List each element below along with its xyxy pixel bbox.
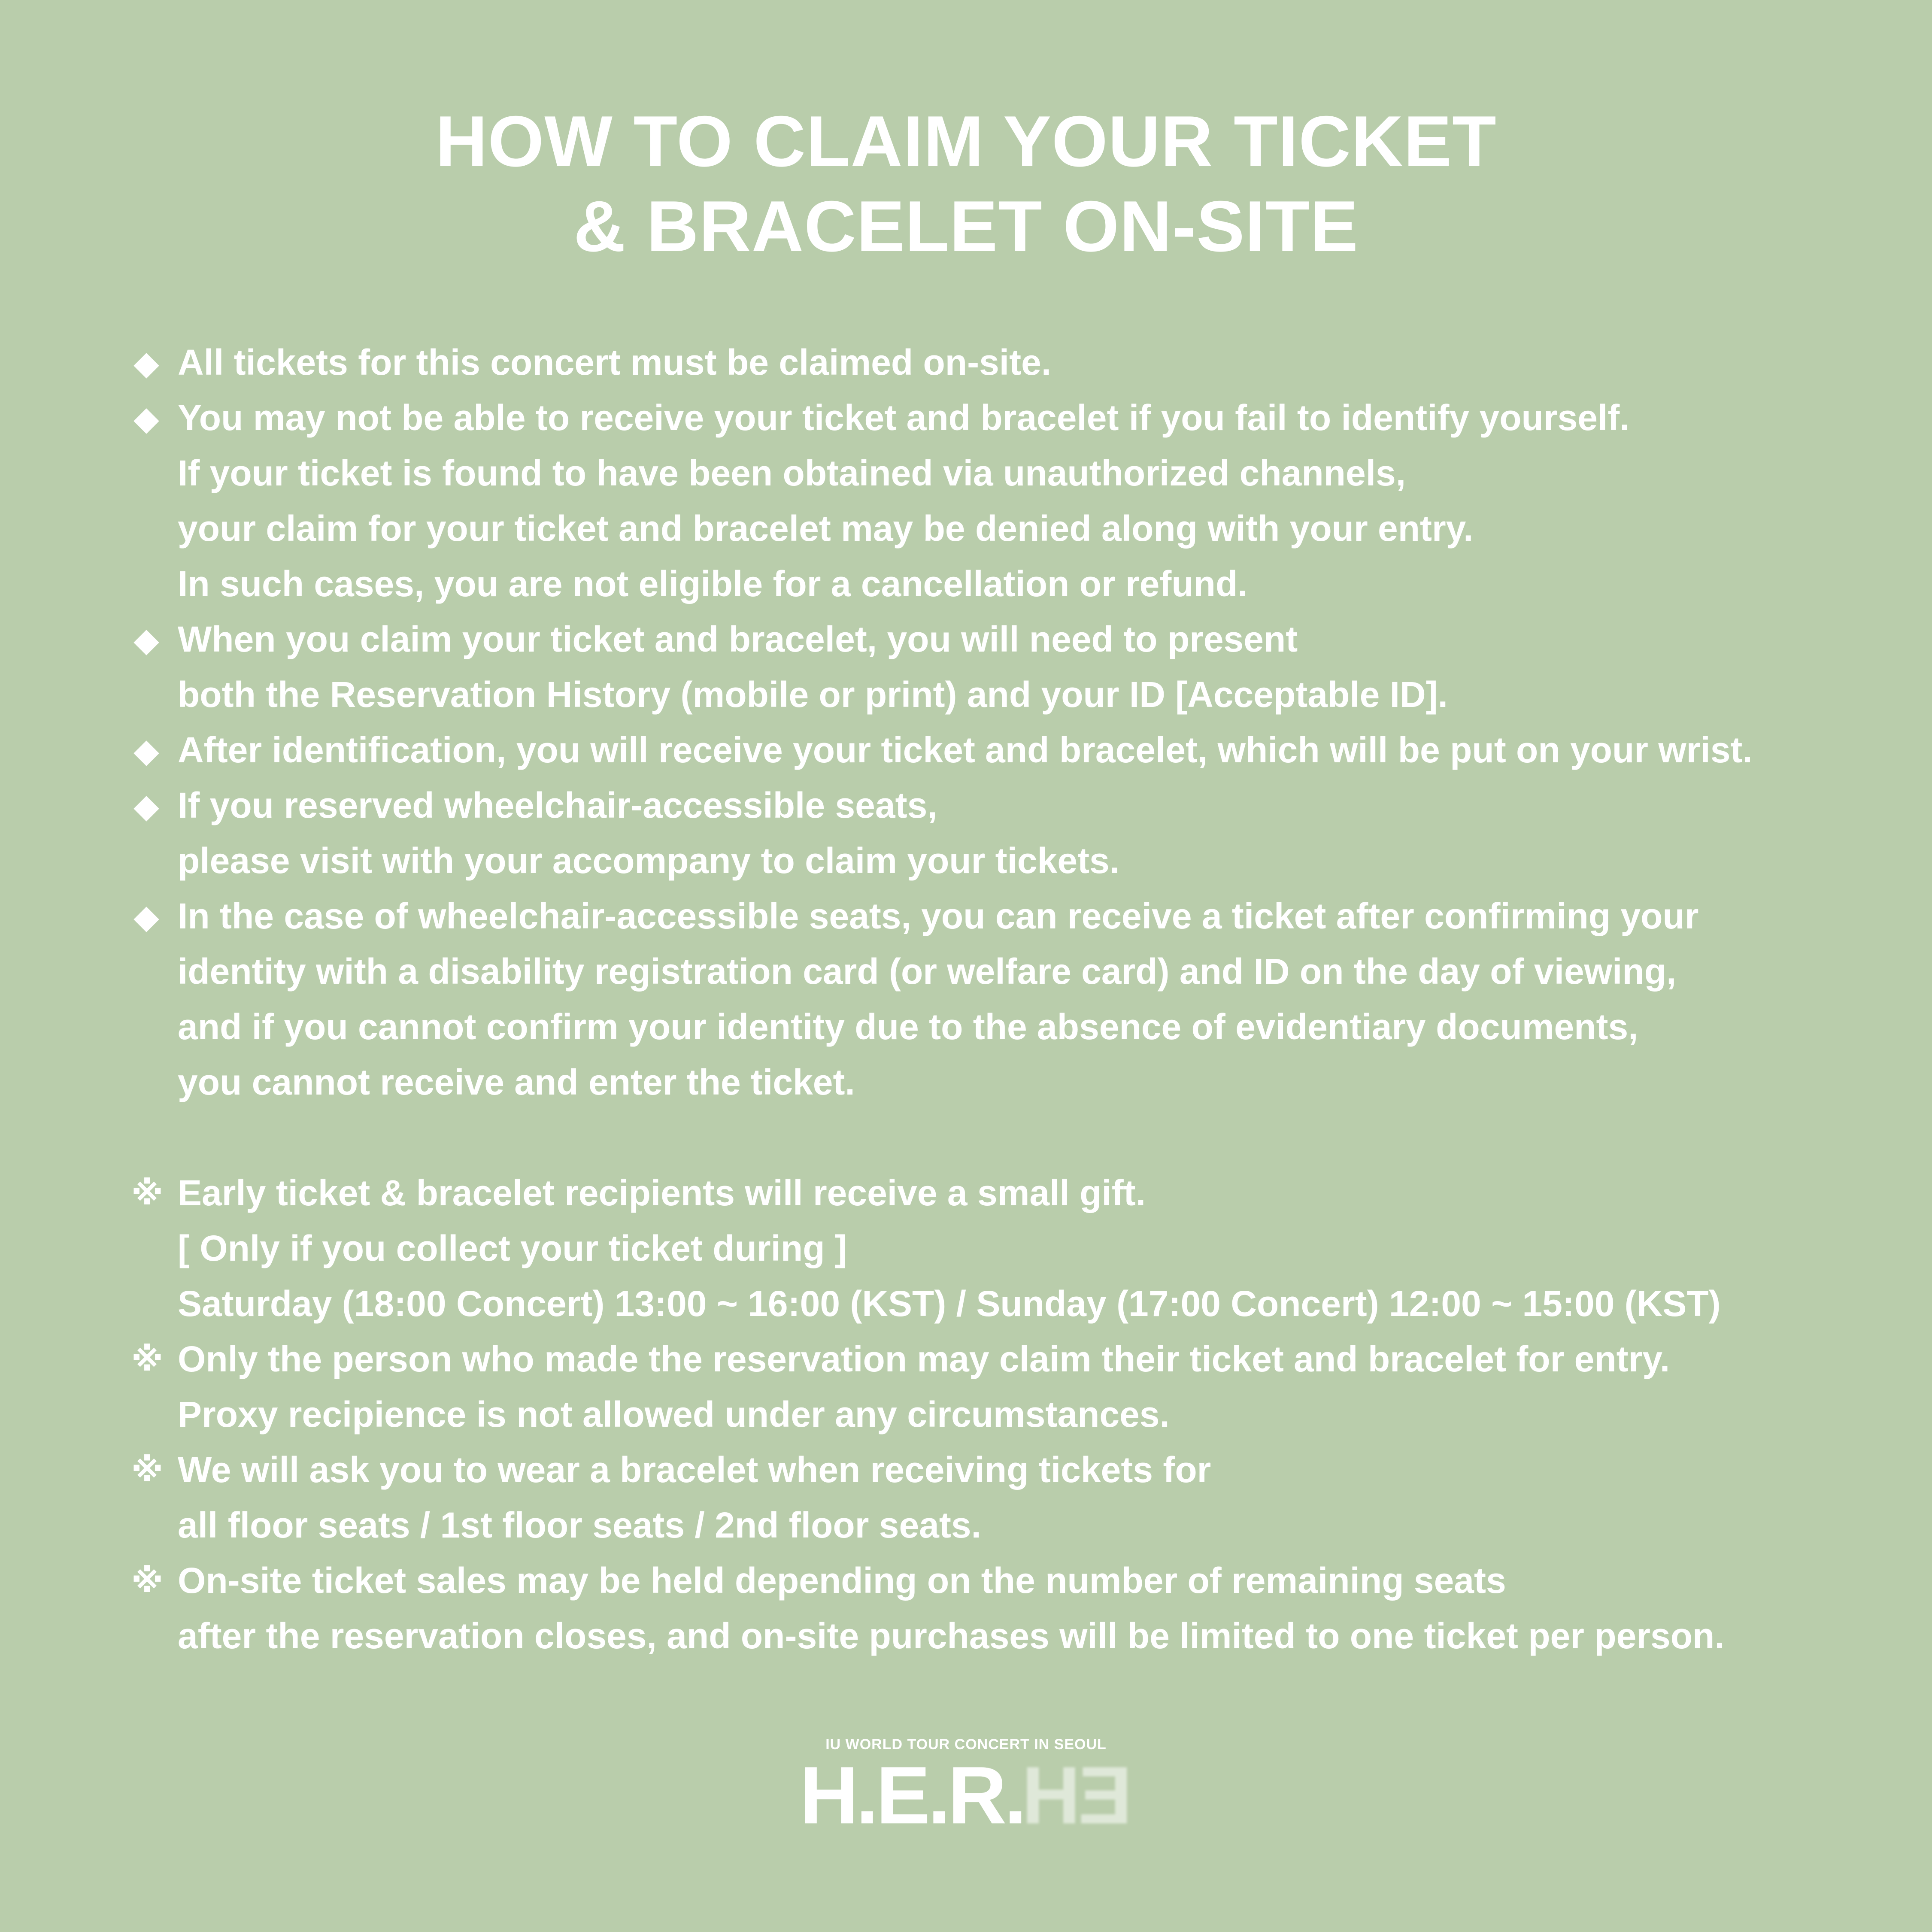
notice-line: both the Reservation History (mobile or print) and your ID [Acceptable ID].: [178, 674, 1448, 715]
note-item: [131, 1553, 1848, 1664]
note-line: [ Only if you collect your ticket during ]: [178, 1228, 847, 1268]
notice-line: and if you cannot confirm your identity due to the absence of evidentiary documents,: [178, 1007, 1638, 1047]
reference-mark-icon: ※: [131, 1451, 163, 1489]
bullet-marker: [131, 612, 170, 667]
notice-line: After identification, you will receive your ticket and bracelet, which will be put on your wrist.: [178, 730, 1753, 770]
notice-content: [131, 335, 1848, 1664]
reference-mark-icon: ※: [131, 1562, 163, 1600]
notice-line: please visit with your accompany to claim your tickets.: [178, 840, 1120, 881]
tour-subtitle: IU WORLD TOUR CONCERT IN SEOUL: [825, 1736, 1107, 1753]
notice-line: you cannot receive and enter the ticket.: [178, 1062, 855, 1102]
note-line: On-site ticket sales may be held depending on the number of remaining seats: [178, 1560, 1506, 1601]
section-spacer: [131, 1110, 1848, 1165]
reference-mark-icon: ※: [131, 1174, 163, 1212]
reference-mark-icon: ※: [131, 1340, 163, 1378]
notice-item: [131, 390, 1848, 612]
logo-mirror: EH: [1024, 1750, 1133, 1841]
note-line: all floor seats / 1st floor seats / 2nd floor seats.: [178, 1505, 981, 1545]
note-line: Early ticket & bracelet recipients will receive a small gift.: [178, 1173, 1146, 1213]
bullet-marker: [131, 889, 170, 944]
bullet-marker: [131, 335, 170, 390]
title-line-1: HOW TO CLAIM YOUR TICKET: [435, 101, 1497, 182]
note-list: [131, 1165, 1848, 1664]
notice-line: When you claim your ticket and bracelet, you will need to present: [178, 619, 1298, 659]
footer: [0, 1736, 1932, 1841]
note-line: Proxy recipience is not allowed under any circumstances.: [178, 1394, 1170, 1435]
note-line: We will ask you to wear a bracelet when receiving tickets for: [178, 1450, 1211, 1490]
page-title: [0, 99, 1932, 269]
title-line-2: & BRACELET ON-SITE: [573, 186, 1359, 267]
bullet-marker: [131, 778, 170, 833]
diamond-icon: [133, 740, 159, 766]
note-item: [131, 1331, 1848, 1442]
here-logo: [799, 1750, 1133, 1841]
notice-item: [131, 889, 1848, 1110]
logo-main: H.E.R.: [799, 1750, 1025, 1841]
notice-line: If your ticket is found to have been obtained via unauthorized channels,: [178, 453, 1406, 493]
notice-line: identity with a disability registration card (or welfare card) and ID on the day of viewing,: [178, 951, 1677, 992]
bullet-marker: [131, 722, 170, 778]
notice-line: In such cases, you are not eligible for a cancellation or refund.: [178, 564, 1248, 604]
notice-item: [131, 722, 1848, 778]
diamond-icon: [133, 353, 159, 378]
notice-line: All tickets for this concert must be claimed on-site.: [178, 342, 1052, 382]
notice-list: [131, 335, 1848, 1110]
notice-item: [131, 778, 1848, 889]
diamond-icon: [133, 630, 159, 655]
note-item: [131, 1165, 1848, 1331]
diamond-icon: [133, 907, 159, 932]
notice-line: your claim for your ticket and bracelet may be denied along with your entry.: [178, 508, 1474, 549]
note-line: after the reservation closes, and on-site purchases will be limited to one ticket per person.: [178, 1616, 1725, 1656]
notice-item: [131, 612, 1848, 722]
notice-line: If you reserved wheelchair-accessible seats,: [178, 785, 937, 825]
notice-item: [131, 335, 1848, 390]
diamond-icon: [133, 796, 159, 821]
notice-line: In the case of wheelchair-accessible seats, you can receive a ticket after confirming your: [178, 896, 1699, 936]
diamond-icon: [133, 408, 159, 434]
note-line: Only the person who made the reservation may claim their ticket and bracelet for entry.: [178, 1339, 1670, 1379]
notice-line: You may not be able to receive your ticket and bracelet if you fail to identify yourself.: [178, 397, 1630, 438]
bullet-marker: [131, 390, 170, 446]
note-line: Saturday (18:00 Concert) 13:00 ~ 16:00 (KST) / Sunday (17:00 Concert) 12:00 ~ 15:00 (KST): [178, 1283, 1721, 1324]
note-item: [131, 1442, 1848, 1553]
logo-text: [800, 1750, 1132, 1841]
